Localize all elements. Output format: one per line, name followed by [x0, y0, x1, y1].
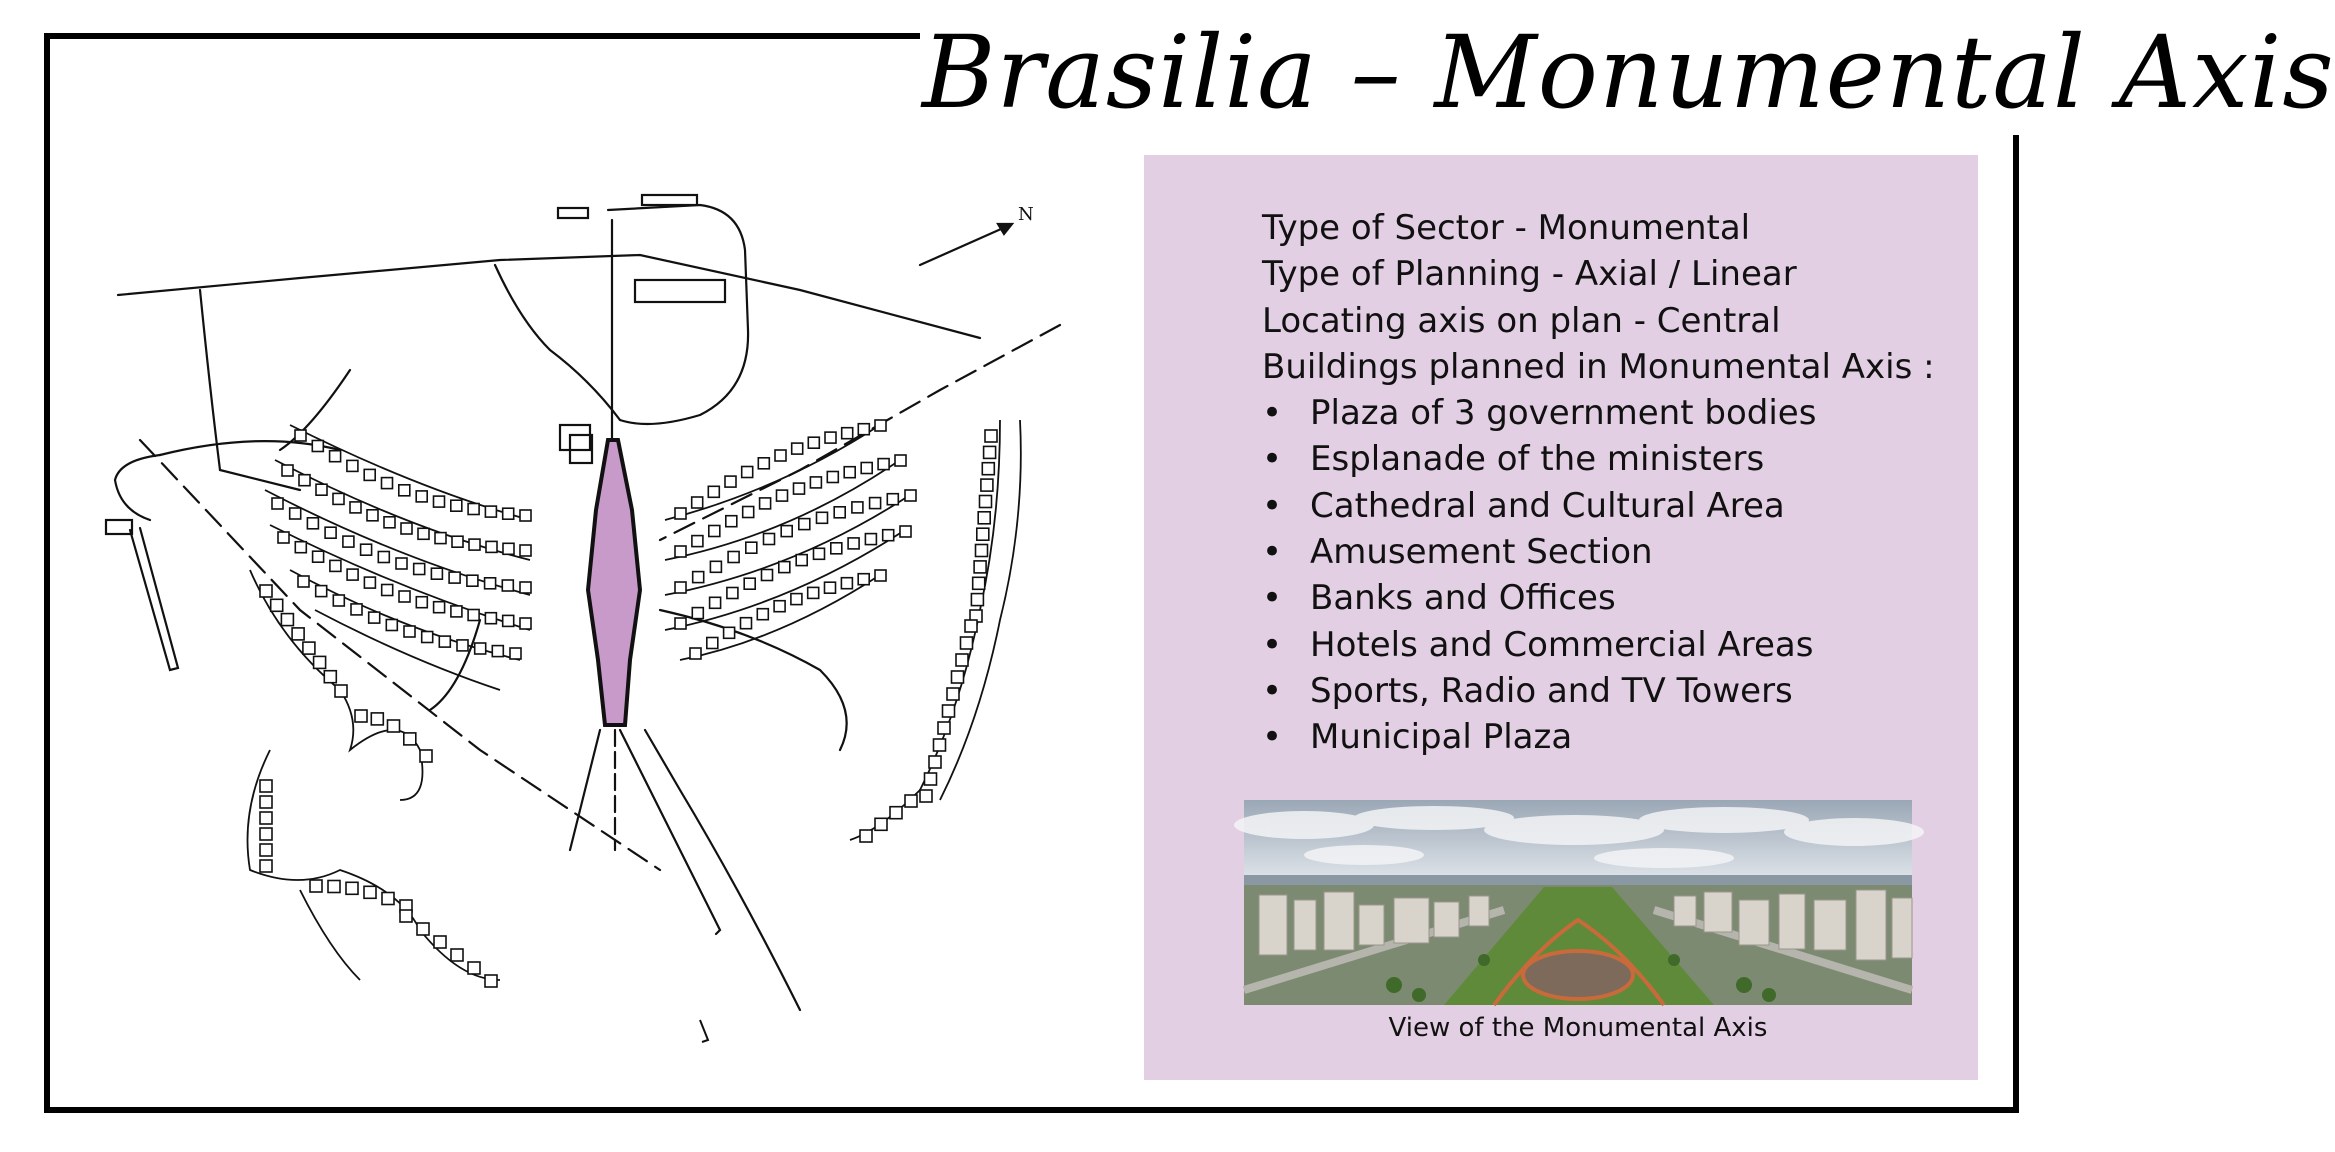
plan-block	[943, 705, 955, 717]
plan-block	[290, 508, 301, 519]
plan-block	[883, 530, 894, 541]
plan-block	[382, 478, 393, 489]
plan-block	[431, 568, 442, 579]
list-item: • Banks and Offices	[1262, 575, 1962, 621]
plan-block	[709, 526, 720, 537]
plan-block	[420, 750, 432, 762]
plan-block	[451, 500, 462, 511]
plan-block	[417, 923, 429, 935]
plan-block	[328, 881, 340, 893]
plan-block	[890, 807, 902, 819]
plan-block	[724, 627, 735, 638]
plan-block	[364, 577, 375, 588]
list-item: • Sports, Radio and TV Towers	[1262, 668, 1962, 714]
plan-block	[367, 510, 378, 521]
plan-block	[260, 860, 272, 872]
plan-block	[271, 599, 283, 611]
plan-block	[388, 720, 400, 732]
plan-block	[817, 512, 828, 523]
plan-block	[451, 606, 462, 617]
plan-block	[382, 585, 393, 596]
sector-type: Type of Sector - Monumental	[1262, 208, 1751, 248]
plan-block	[469, 539, 480, 550]
plan-block	[831, 543, 842, 554]
plan-block	[316, 586, 327, 597]
plan-block	[422, 632, 433, 643]
plan-block	[468, 610, 479, 621]
plan-block	[378, 552, 389, 563]
plan-block	[316, 484, 327, 495]
monumental-axis-photo	[1244, 800, 1912, 1005]
plan-block	[710, 561, 721, 572]
plan-block	[434, 496, 445, 507]
plan-block	[369, 612, 380, 623]
plan-block	[905, 795, 917, 807]
plan-block	[384, 517, 395, 528]
plan-block	[758, 458, 769, 469]
plan-block	[330, 451, 341, 462]
plan-block	[343, 536, 354, 547]
plan-block	[742, 467, 753, 478]
plan-block	[486, 541, 497, 552]
plan-block	[825, 582, 836, 593]
plan-block	[347, 460, 358, 471]
plan-block	[947, 688, 959, 700]
plan-block	[386, 620, 397, 631]
plan-block	[347, 569, 358, 580]
plan-block	[350, 502, 361, 513]
plan-block	[861, 463, 872, 474]
plan-block	[810, 477, 821, 488]
plan-block	[281, 614, 293, 626]
plan-block	[961, 637, 973, 649]
plan-block	[503, 508, 514, 519]
plan-block	[439, 636, 450, 647]
plan-block	[312, 441, 323, 452]
plan-block	[757, 609, 768, 620]
bullet-icon: •	[1262, 393, 1283, 434]
plan-block	[371, 713, 383, 725]
plan-block	[355, 710, 367, 722]
buildings-heading: Buildings planned in Monumental Axis :	[1262, 346, 1935, 387]
plan-block	[675, 618, 686, 629]
plan-block	[726, 516, 737, 527]
plan-block	[335, 685, 347, 697]
plan-block	[875, 818, 887, 830]
plan-block	[791, 594, 802, 605]
plan-block	[792, 443, 803, 454]
plan-block	[282, 465, 293, 476]
plan-block	[675, 508, 686, 519]
plan-block	[834, 507, 845, 518]
plan-block	[313, 551, 324, 562]
plan-block	[870, 498, 881, 509]
list-item: • Plaza of 3 government bodies	[1262, 390, 1962, 436]
plan-block	[418, 528, 429, 539]
plan-block	[502, 580, 513, 591]
plan-block	[708, 486, 719, 497]
plan-block	[860, 830, 872, 842]
plan-block	[414, 564, 425, 575]
axis-location: Locating axis on plan - Central	[1262, 300, 1781, 341]
plan-block	[977, 528, 989, 540]
plan-block	[774, 601, 785, 612]
plan-block	[333, 595, 344, 606]
plan-block	[796, 555, 807, 566]
plan-block	[675, 546, 686, 557]
plan-block	[985, 430, 997, 442]
north-label: N	[1018, 204, 1034, 225]
plan-block	[416, 597, 427, 608]
plan-block	[520, 618, 531, 629]
plan-block	[852, 502, 863, 513]
plan-block	[399, 485, 410, 496]
plan-block	[401, 523, 412, 534]
plan-block	[848, 538, 859, 549]
plan-block	[303, 642, 315, 654]
plan-block	[396, 558, 407, 569]
plan-block	[324, 671, 336, 683]
plan-block	[808, 587, 819, 598]
plan-block	[777, 490, 788, 501]
plan-block	[827, 472, 838, 483]
plan-block	[399, 591, 410, 602]
plan-block	[934, 739, 946, 751]
plan-block	[895, 455, 906, 466]
plan-block	[925, 773, 937, 785]
plan-block	[404, 626, 415, 637]
plan-block	[485, 506, 496, 517]
plan-block	[743, 507, 754, 518]
plan-block	[920, 790, 932, 802]
plan-block	[485, 975, 497, 987]
plan-block	[330, 560, 341, 571]
plan-block	[952, 671, 964, 683]
plan-block	[520, 510, 531, 521]
plan-block	[764, 534, 775, 545]
plan-block	[956, 654, 968, 666]
plan-block	[510, 648, 521, 659]
plan-block	[984, 446, 996, 458]
plan-block	[475, 643, 486, 654]
plan-block	[361, 544, 372, 555]
plan-block	[728, 552, 739, 563]
plan-block	[452, 536, 463, 547]
plan-block	[710, 597, 721, 608]
plan-block	[971, 594, 983, 606]
plan-block	[449, 572, 460, 583]
plan-block	[307, 518, 318, 529]
plan-block	[434, 936, 446, 948]
bullet-icon: •	[1262, 670, 1283, 711]
plan-block	[692, 608, 703, 619]
plan-block	[520, 582, 531, 593]
list-item: • Amusement Section	[1262, 529, 1962, 575]
plan-block	[310, 880, 322, 892]
plan-block	[781, 526, 792, 537]
plan-block	[468, 962, 480, 974]
plan-block	[260, 585, 272, 597]
plan-block	[260, 812, 272, 824]
plan-block	[779, 562, 790, 573]
bullet-icon: •	[1262, 624, 1283, 665]
plan-block	[692, 497, 703, 508]
photo-caption: View of the Monumental Axis	[1388, 1013, 1768, 1043]
plan-block	[841, 578, 852, 589]
plan-block	[278, 532, 289, 543]
plan-block	[272, 498, 283, 509]
plan-block	[900, 526, 911, 537]
plan-block	[875, 420, 886, 431]
plan-block	[260, 796, 272, 808]
planning-type: Type of Planning - Axial / Linear	[1262, 254, 1797, 295]
plan-block	[692, 536, 703, 547]
plan-block	[364, 886, 376, 898]
plan-block	[982, 463, 994, 475]
plan-block	[746, 542, 757, 553]
plan-block	[741, 618, 752, 629]
plan-block	[435, 533, 446, 544]
plan-block	[503, 543, 514, 554]
plan-block	[744, 578, 755, 589]
bullet-icon: •	[1262, 578, 1283, 619]
plan-block	[858, 574, 869, 585]
buildings-list	[1262, 390, 1962, 760]
plan-block	[978, 512, 990, 524]
plan-block	[727, 588, 738, 599]
plan-block	[295, 430, 306, 441]
plan-block	[965, 620, 977, 632]
plan-block	[468, 504, 479, 515]
plan-block	[333, 493, 344, 504]
plan-block	[858, 424, 869, 435]
plan-block	[929, 756, 941, 768]
plan-block	[400, 910, 412, 922]
plan-block	[799, 519, 810, 530]
plan-block	[346, 882, 358, 894]
plan-block	[404, 733, 416, 745]
plan-block	[725, 476, 736, 487]
plan-block	[416, 491, 427, 502]
plan-block	[690, 648, 701, 659]
plan-block	[325, 527, 336, 538]
plan-block	[981, 479, 993, 491]
plan-block	[382, 893, 394, 905]
plan-block	[808, 437, 819, 448]
plan-block	[980, 496, 992, 508]
plan-block	[260, 780, 272, 792]
list-item: • Municipal Plaza	[1262, 714, 1962, 760]
plan-block	[762, 570, 773, 581]
plan-block	[775, 450, 786, 461]
bullet-icon: •	[1262, 717, 1283, 758]
bullet-icon: •	[1262, 439, 1283, 480]
plan-block	[814, 548, 825, 559]
plan-block	[434, 602, 445, 613]
plan-block	[457, 640, 468, 651]
plan-block	[887, 494, 898, 505]
plan-block	[292, 628, 304, 640]
plan-block	[675, 582, 686, 593]
list-item: • Cathedral and Cultural Area	[1262, 483, 1962, 529]
bullet-icon: •	[1262, 485, 1283, 526]
plan-block	[260, 844, 272, 856]
plan-block	[842, 428, 853, 439]
plan-block	[865, 534, 876, 545]
master-plan-drawing	[100, 190, 1120, 1070]
sector-info	[1262, 205, 1962, 761]
plan-block	[875, 570, 886, 581]
plan-block	[351, 604, 362, 615]
plan-block	[485, 613, 496, 624]
plan-block	[503, 615, 514, 626]
plan-block	[485, 578, 496, 589]
plan-block	[938, 722, 950, 734]
plan-block	[844, 467, 855, 478]
plan-block	[707, 638, 718, 649]
plan-block	[295, 542, 306, 553]
plan-block	[760, 498, 771, 509]
plan-block	[492, 646, 503, 657]
plan-block	[693, 572, 704, 583]
plan-block	[314, 656, 326, 668]
plan-block	[974, 561, 986, 573]
plan-block	[467, 575, 478, 586]
plan-block	[973, 577, 985, 589]
plan-block	[299, 475, 310, 486]
plan-block	[878, 459, 889, 470]
slide-title: Brasilia – Monumental Axis	[922, 14, 2335, 131]
plan-block	[794, 483, 805, 494]
plan-block	[451, 949, 463, 961]
bullet-icon: •	[1262, 532, 1283, 573]
list-item: • Esplanade of the ministers	[1262, 436, 1962, 482]
plan-block	[260, 828, 272, 840]
info-panel	[1144, 155, 1978, 1080]
plan-block	[520, 545, 531, 556]
plan-block	[825, 432, 836, 443]
monumental-axis-highlight	[588, 440, 640, 725]
plan-block	[364, 469, 375, 480]
list-item: • Hotels and Commercial Areas	[1262, 622, 1962, 668]
plan-block	[905, 490, 916, 501]
plan-block	[976, 545, 988, 557]
plan-block	[298, 576, 309, 587]
